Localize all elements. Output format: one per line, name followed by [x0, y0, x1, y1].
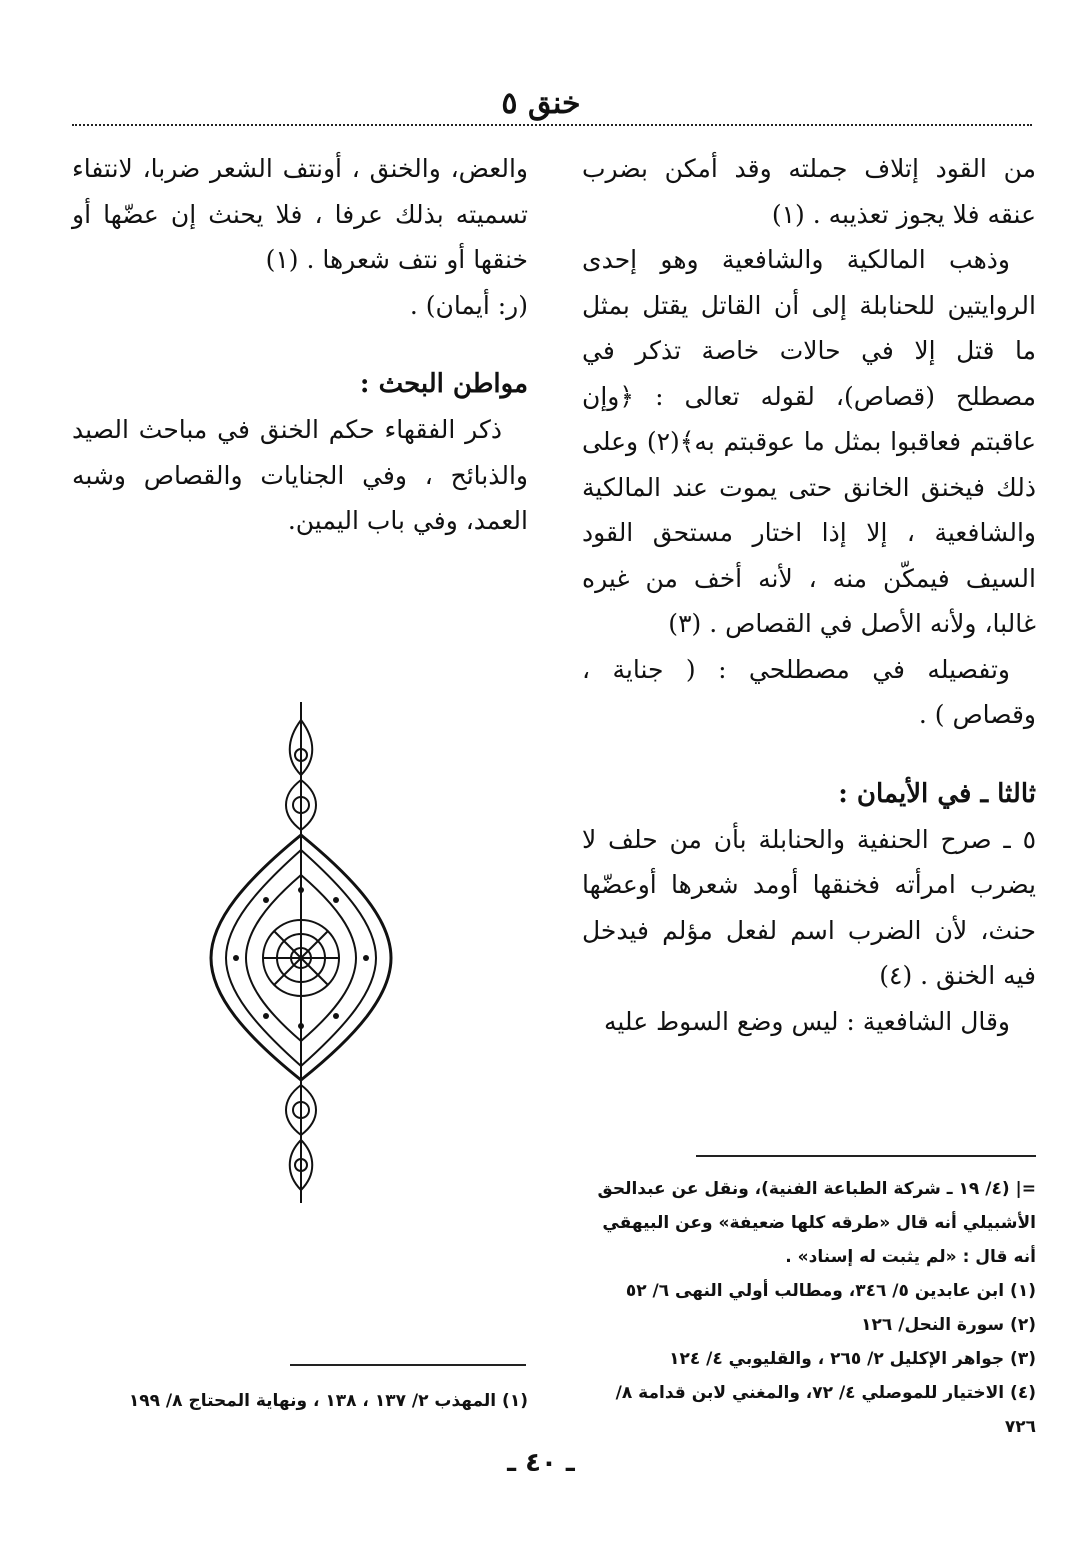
footnotes-right: [582, 1172, 1036, 1444]
footnote-4: (٤) الاختيار للموصلي ٤/ ٧٢، والمغني لابن قدامة ٨/ ٧٢٦: [615, 1383, 1036, 1437]
right-paragraph-1: من القود إتلاف جملته وقد أمكن بضرب عنقه فلا يجوز تعذيبه . (١): [582, 154, 1036, 229]
arabesque-medallion-ornament-icon: [206, 700, 396, 1205]
page-number: ـ ٤٠ ـ: [507, 1448, 575, 1478]
right-paragraph-4: ٥ ـ صرح الحنفية والحنابلة بأن من حلف لا يضرب امرأته فخنقها أومد شعرها أوعضّها حنث، لأن الضرب اسم لفعل مؤلم فيدخل فيه الخنق . (٤): [582, 824, 1036, 990]
right-paragraph-3: وتفصيله في مصطلحي : ( جناية ، وقصاص ) .: [582, 654, 1036, 729]
footnote-separator-right: [696, 1155, 1036, 1157]
footnote-3: (٣) جواهر الإكليل ٢/ ٢٦٥ ، والقليوبي ٤/ ١٢٤: [669, 1349, 1036, 1369]
section-heading-oaths: ثالثا ـ في الأيمان :: [838, 778, 1036, 809]
footnote-1-left: (١) المهذب ٢/ ١٣٧ ، ١٣٨ ، ونهاية المحتاج ٨/ ١٩٩: [128, 1391, 528, 1411]
right-paragraph-5: وقال الشافعية : ليس وضع السوط عليه: [603, 1006, 1010, 1036]
footnote-separator-left: [290, 1364, 526, 1366]
section-spacer: [72, 328, 528, 362]
left-paragraph-2: (ر: أيمان) .: [409, 290, 528, 320]
section-heading-research-places: مواطن البحث :: [359, 369, 528, 399]
page-header-title: خنق ٥: [501, 86, 581, 121]
footnote-continuation: =| (٤/ ١٩ ـ شركة الطباعة الفنية)، ونقل عن عبدالحق الأشبيلي أنه قال «طرقه كلها ضعيفة» وعن البيهقي أنه قال : «لم يثبت له إسناد» .: [597, 1179, 1036, 1267]
left-paragraph-3: ذكر الفقهاء حكم الخنق في مباحث الصيد والذبائح ، وفي الجنايات والقصاص وشبه العمد، وفي باب اليمين.: [72, 415, 528, 535]
section-spacer: [582, 738, 1036, 772]
left-text-column: [72, 146, 528, 544]
footnotes-left: [120, 1384, 528, 1418]
right-paragraph-2: وذهب المالكية والشافعية وهو إحدى الروايتين للحنابلة إلى أن القاتل يقتل بمثل ما قتل إلا في حالات خاصة تذكر في مصطلح (قصاص)، لقوله تعالى : ﴿وإن عاقبتم فعاقبوا بمثل ما عوقبتم به﴾(٢) وعلى ذلك فيخنق الخانق حتى يموت عند المالكية والشافعية ، إلا إذا اختار مستحق القود السيف فيمكّن منه ، لأنه أخف من غيره غالبا، ولأنه الأصل في القصاص . (٣): [582, 245, 1036, 638]
header-dotted-rule: [72, 124, 1032, 126]
right-text-column: [582, 146, 1036, 1044]
footnote-2: (٢) سورة النحل/ ١٢٦: [861, 1315, 1036, 1335]
footnote-1: (١) ابن عابدين ٥/ ٣٤٦، ومطالب أولي النهى ٦/ ٥٢: [625, 1281, 1036, 1301]
left-paragraph-1: والعض، والخنق ، أونتف الشعر ضربا، لانتفاء تسميته بذلك عرفا ، فلا يحنث إن عضّها أو خنقها أو نتف شعرها . (١): [72, 154, 528, 274]
